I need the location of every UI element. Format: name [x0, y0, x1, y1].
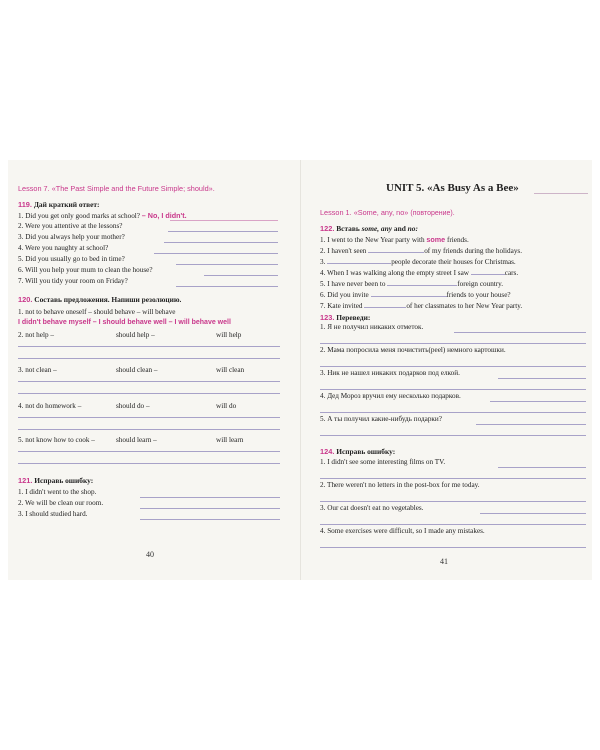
exercise-120-heading [18, 295, 181, 304]
answer-line[interactable] [140, 497, 280, 498]
exercise-instruction: Исправь ошибку: [336, 447, 396, 456]
exercise-124-item-2: 2. There weren't no letters in the post-box for me today. [320, 481, 480, 489]
exercise-122-item-4 [320, 268, 518, 277]
exercise-number: 123. [320, 313, 335, 322]
exercise-number: 122. [320, 224, 335, 233]
item-text: 4. When I was walking along the empty street I saw [320, 269, 469, 277]
title-rule [534, 193, 588, 194]
item-text: 2. I haven't seen [320, 247, 367, 255]
exercise-119-item-7: 7. Will you tidy your room on Friday? [18, 277, 128, 285]
item-text: people decorate their houses for Christmas. [391, 258, 516, 266]
sample-answer: some [426, 235, 446, 244]
exercise-instruction: Составь предложения. Напиши резолюцию. [34, 295, 182, 304]
left-lesson-title: «The Past Simple and the Future Simple; should». [51, 184, 215, 193]
exercise-122-item-3 [320, 257, 516, 266]
answer-line[interactable] [176, 286, 278, 287]
exercise-120-example-answer: I didn't behave myself – I should behave well – I will behave well [18, 319, 231, 326]
item-text: foreign country. [457, 280, 504, 288]
answer-line [170, 220, 278, 221]
exercise-number: 124. [320, 447, 335, 456]
answer-line[interactable] [490, 401, 586, 402]
sample-answer: – No, I didn't. [141, 211, 187, 220]
answer-line[interactable] [140, 519, 280, 520]
blank-field[interactable] [364, 301, 406, 308]
exercise-123-item-4: 4. Дед Мороз вручил ему несколько подарков. [320, 392, 461, 400]
answer-line[interactable] [18, 393, 280, 394]
exercise-instruction: Переведи: [336, 313, 371, 322]
answer-line[interactable] [18, 346, 280, 347]
item-text: cars. [504, 269, 519, 277]
item-text: 1. I went to the New Year party with [320, 236, 425, 244]
answer-line[interactable] [320, 524, 586, 525]
item-text: 6. Did you invite [320, 291, 369, 299]
right-lesson-note: (повторение). [410, 210, 455, 217]
blank-field[interactable] [368, 246, 424, 253]
exercise-120-row-4-c: will do [216, 402, 237, 410]
exercise-121-heading [18, 476, 93, 485]
exercise-119-item-6: 6. Will you help your mum to clean the house? [18, 266, 153, 274]
exercise-123-item-5: 5. А ты получил какие-нибудь подарки? [320, 415, 442, 423]
answer-line[interactable] [320, 412, 586, 413]
instruction-word: some, any [361, 224, 393, 233]
exercise-119-item-5: 5. Did you usually go to bed in time? [18, 255, 125, 263]
answer-line[interactable] [498, 467, 586, 468]
answer-line[interactable] [18, 463, 280, 464]
exercise-119-heading [18, 200, 99, 209]
exercise-122-item-2 [320, 246, 522, 255]
exercise-123-item-1: 1. Я не получил никаких отметок. [320, 323, 424, 331]
exercise-124-item-3: 3. Our cat doesn't eat no vegetables. [320, 504, 424, 512]
item-text: 3. [320, 258, 326, 266]
exercise-122-item-7 [320, 301, 522, 310]
exercise-120-row-4-b: should do – [116, 402, 150, 410]
exercise-number: 119. [18, 200, 32, 209]
exercise-121-item-3: 3. I should studied hard. [18, 510, 88, 518]
exercise-119-item-4: 4. Were you naughty at school? [18, 244, 109, 252]
answer-line[interactable] [320, 435, 586, 436]
answer-line[interactable] [480, 513, 586, 514]
answer-line[interactable] [18, 417, 280, 418]
exercise-instruction: Вставь [336, 224, 360, 233]
item-text: 1. Did you get only good marks at school? [18, 212, 140, 220]
exercise-124-item-1: 1. I didn't see some interesting films on TV. [320, 458, 446, 466]
blank-field[interactable] [387, 279, 457, 286]
exercise-119-item-1 [18, 211, 187, 220]
answer-line[interactable] [320, 343, 586, 344]
answer-line[interactable] [18, 358, 280, 359]
exercise-121-item-2: 2. We will be clean our room. [18, 499, 104, 507]
exercise-122-item-6 [320, 290, 511, 299]
right-lesson-title: «Some, any, no» [353, 208, 409, 217]
exercise-120-example: 1. not to behave oneself – should behave – will behave [18, 308, 176, 316]
answer-line[interactable] [18, 429, 280, 430]
item-text: 5. I have never been to [320, 280, 386, 288]
item-text: friends. [446, 236, 469, 244]
answer-line[interactable] [454, 332, 586, 333]
book-gutter [300, 160, 301, 580]
answer-line[interactable] [476, 424, 586, 425]
exercise-instruction: Дай краткий ответ: [33, 200, 100, 209]
item-text: of my friends during the holidays. [424, 247, 523, 255]
exercise-120-row-2-c: will help [216, 331, 242, 339]
answer-line[interactable] [204, 275, 278, 276]
exercise-120-row-2-b: should help – [116, 331, 155, 339]
answer-line[interactable] [168, 231, 278, 232]
exercise-120-row-5-b: should learn – [116, 436, 157, 444]
exercise-119-item-2: 2. Were you attentive at the lessons? [18, 222, 123, 230]
instruction-word: and [393, 224, 406, 233]
exercise-120-row-3-b: should clean – [116, 366, 158, 374]
answer-line[interactable] [498, 378, 586, 379]
right-page [320, 160, 590, 580]
instruction-word: no: [407, 224, 418, 233]
book-spread [8, 160, 592, 580]
answer-line[interactable] [176, 264, 278, 265]
exercise-119-item-3: 3. Did you always help your mother? [18, 233, 125, 241]
exercise-instruction: Исправь ошибку: [34, 476, 94, 485]
exercise-number: 121. [18, 476, 33, 485]
exercise-124-item-4: 4. Some exercises were difficult, so I made any mistakes. [320, 527, 485, 535]
exercise-123-heading [320, 313, 370, 322]
answer-line[interactable] [18, 451, 280, 452]
exercise-120-row-2-a: 2. not help – [18, 331, 54, 339]
exercise-123-item-3: 3. Ник не нашел никаких подарков под елкой. [320, 369, 460, 377]
page-number-right: 41 [440, 557, 448, 566]
item-text: of her classmates to her New Year party. [406, 302, 523, 310]
answer-line[interactable] [140, 508, 280, 509]
right-lesson-number: Lesson 1. [320, 208, 352, 217]
answer-line[interactable] [164, 242, 278, 243]
exercise-122-item-5 [320, 279, 503, 288]
exercise-121-item-1: 1. I didn't went to the shop. [18, 488, 97, 496]
answer-line[interactable] [154, 253, 278, 254]
exercise-120-row-5-c: will learn [216, 436, 244, 444]
answer-line[interactable] [320, 366, 586, 367]
answer-line[interactable] [320, 478, 586, 479]
page-number-left: 40 [146, 550, 154, 559]
exercise-123-item-2: 2. Мама попросила меня почистить(peel) немного картошки. [320, 346, 506, 354]
exercise-120-row-5-a: 5. not know how to cook – [18, 436, 95, 444]
blank-field[interactable] [371, 290, 447, 297]
blank-field[interactable] [327, 257, 391, 264]
exercise-120-row-3-c: will clean [216, 366, 245, 374]
exercise-122-item-1 [320, 235, 469, 244]
exercise-124-heading [320, 447, 395, 456]
answer-line[interactable] [320, 501, 586, 502]
answer-line[interactable] [320, 547, 586, 548]
left-page [18, 160, 286, 580]
item-text: 7. Kate invited [320, 302, 363, 310]
item-text: friends to your house? [446, 291, 511, 299]
left-lesson-heading [18, 184, 215, 193]
answer-line[interactable] [18, 381, 280, 382]
answer-line[interactable] [320, 389, 586, 390]
unit-title: UNIT 5. «As Busy As a Bee» [386, 182, 519, 194]
exercise-122-heading [320, 224, 418, 233]
exercise-number: 120. [18, 295, 33, 304]
exercise-120-row-4-a: 4. not do homework – [18, 402, 82, 410]
blank-field[interactable] [471, 268, 505, 275]
left-lesson-number: Lesson 7. [18, 184, 50, 193]
right-lesson-heading [320, 208, 455, 217]
exercise-120-row-3-a: 3. not clean – [18, 366, 57, 374]
